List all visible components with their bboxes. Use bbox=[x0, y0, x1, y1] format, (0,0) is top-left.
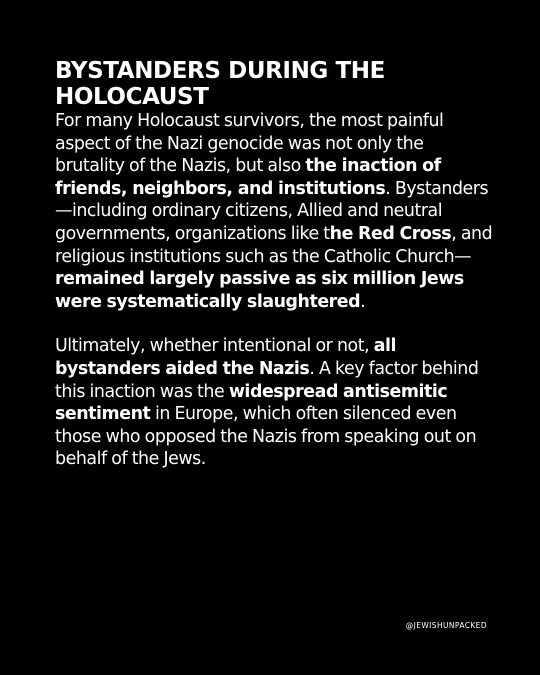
paragraph-2-bold-segment: widespread antisemitic sentiment bbox=[55, 381, 448, 425]
paragraph-1-segment: For many Holocaust survivors, the most painful aspect of the Nazi genocide was not only the brutality of the Nazis, but also bbox=[55, 111, 444, 177]
paragraph-1 bbox=[55, 110, 495, 313]
paragraph-1-bold-segment: he Red Cross bbox=[329, 223, 452, 244]
paragraph-1-bold-segment: the inaction of friends, neighbors, and institutions bbox=[55, 156, 441, 199]
paragraph-2-segment: Ultimately, whether intentional or not, bbox=[55, 336, 374, 357]
paragraph-2-segment: in Europe, which often silenced even those who opposed the Nazis from speaking out on behalf of the Jews. bbox=[55, 404, 477, 470]
paragraph-1-segment: . Bystanders—including ordinary citizens, Allied and neutral governments, organizations like t bbox=[55, 178, 489, 244]
paragraph-2-bold-segment: all bystanders aided the Nazis bbox=[55, 336, 397, 379]
paragraph-1-bold-segment: remained largely passive as six million Jews were systematically slaughtered bbox=[55, 269, 464, 312]
account-handle: @JEWISHUNPACKED bbox=[405, 621, 487, 630]
post-title: BYSTANDERS DURING THE HOLOCAUST bbox=[55, 58, 385, 110]
paragraph-2-segment: . A key factor behind this inaction was the bbox=[55, 358, 479, 402]
paragraph-1-segment: , and religious institutions such as the Catholic Church— bbox=[55, 223, 493, 267]
paragraph-1-segment: . bbox=[360, 291, 366, 312]
post-content bbox=[55, 58, 495, 471]
paragraph-2 bbox=[55, 335, 495, 471]
